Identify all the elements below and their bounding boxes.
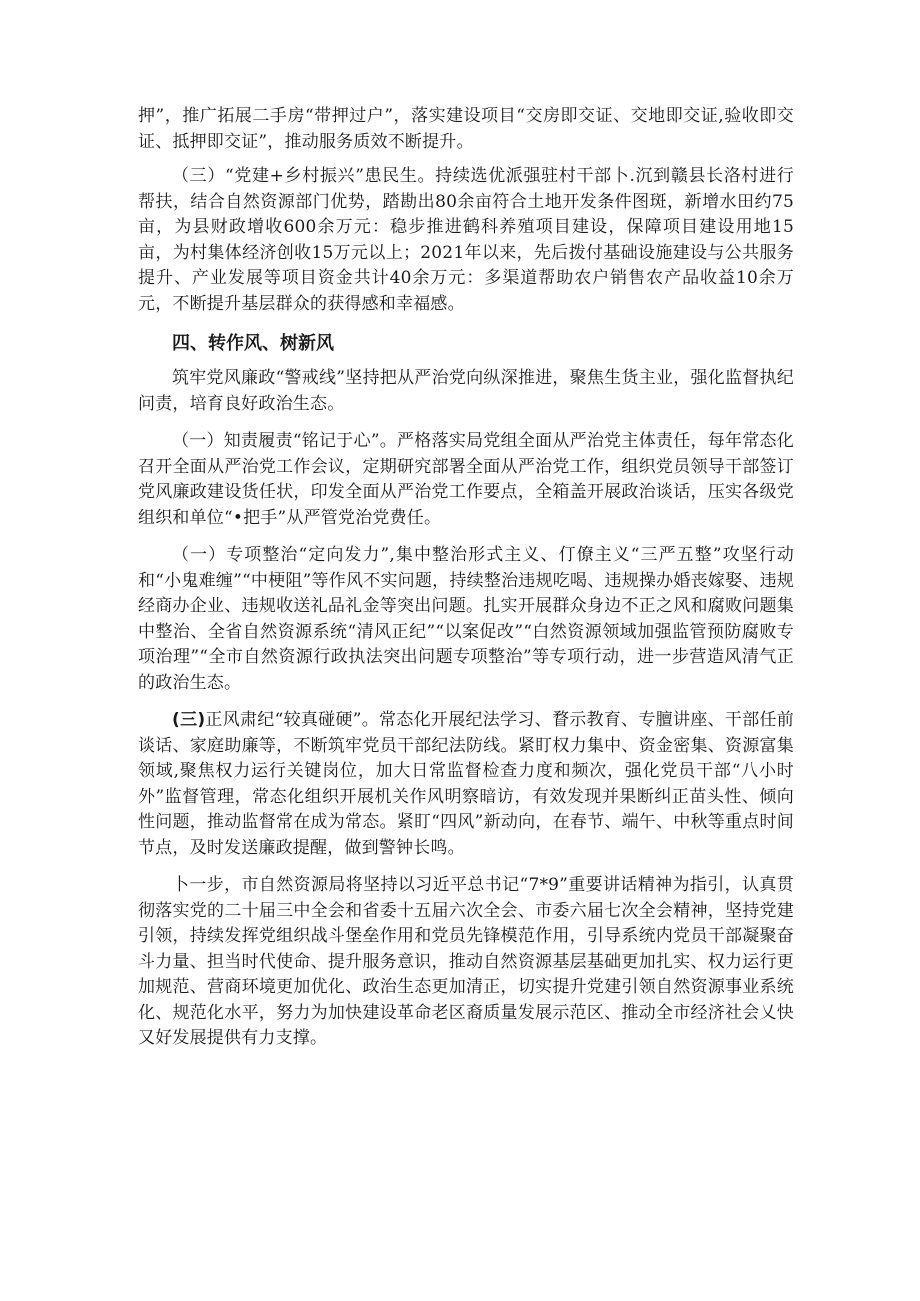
section-heading-4: 四、转作风、树新风 bbox=[172, 333, 334, 354]
paragraph-discipline-number: (三) bbox=[172, 710, 206, 730]
paragraph-discipline-text: 正风肃纪“较真碰硬”。常态化开展纪法学习、瞀示教育、专膻讲座、干部任前谈话、家庭助廉等，不断筑牢党员干部纪法防线。紧盯权力集中、资金密集、资源富集领域,聚焦权力运行关键岗位，加大日常监督检查力度和频次，强化党员干部“八小时外”监督管理，常态化组织开展机关作风明察暗访，有效发现并果断纠正苗头性、倾向性问题，推动监督常在成为常态。紧盯“四风”新动向，在春节、端午、中秋等重点时间节点，及时发送廉政提醒，做到警钟长鸣。 bbox=[138, 710, 794, 858]
paragraph-party-building-rural: （三）“党建+乡村振兴”患民生。持续选优派强驻村干部卜.沉到赣县长洛村进行帮扶，结合自然资源部门优势，踏勘出80余亩符合土地开发条件图斑，新增水田约75亩，为县财政增收600余万元：稳步推进鹤科养殖项目建设，保障项目建设用地15亩，为村集体经济创收15万元以上；2021年以来，先后拨付基础设施建设与公共服务提升、产业发展等项目资金共计40余万元：多渠道帮助农户销售农产品收益10余万元，不断提升基层群众的获得感和幸福感。 bbox=[138, 166, 794, 314]
paragraph-intro-section-4: 筑牢党风廉政“警戒线”坚持把从严治党向纵深推进，聚焦生货主业，强化监督执纪问责，培育良好政治生态。 bbox=[138, 368, 794, 414]
paragraph-special-rectification: （一）专项整治“定向发力”,集中整治形式主义、仃僚主义“三严五整”攻坚行动和“小鬼难缠”“中梗阻”等作风不实问题，持续整治违规吃喝、违规操办婚丧嫁娶、违规经商办企业、违规收送礼品礼金等突出问题。扎实开展群众身边不正之风和腐败问题集中整治、全省自然资源系统“清风正纪”“以案促改”“白然资源领域加强监管预防腐败专项治理”“全市自然资源行政执法突出问题专项整治”等专项行动，进一步营造风清气正的政治生态。 bbox=[138, 545, 794, 693]
paragraph-next-steps: 卜一步，市自然资源局将坚持以习近平总书记“7*9”重要讲话精神为指引，认真贯彻落实党的二十届三中全会和省委十五届六次全会、市委六届七次全会精神，坚持党建引领，持续发挥党组织战斗堡垒作用和党员先锋模范作用，引导系统内党员干部凝聚奋斗力量、担当时代使命、提升服务意识，推动自然资源基层基础更加扎实、权力运行更加规范、营商环境更加优化、政治生态更加清正，切实提升党建引领自然资源事业系统化、规范化水平，努力为加快建设革命老区裔质量发展示范区、推动全市经济社会乂快又好发展提供有力支撑。 bbox=[138, 875, 794, 1048]
document-page bbox=[138, 104, 794, 1052]
paragraph-responsibility: （一）知责履责“铭记于心”。严格落实局党组全面从严治党主体责任，每年常态化召开全面从严治党工作会议，定期研究部署全面从严治党工作，组织党员领导干部签订党风廉政建设货任状，印发全面从严治党工作要点，全箱盖开展政治谈话，压实各级党组织和单位“•把手”从严管党治党费任。 bbox=[138, 431, 794, 528]
paragraph-discipline bbox=[138, 708, 794, 861]
paragraph-continuation: 押”，推广拓展二手房“带押过户”，落实建设项目“交房即交证、交地即交证,验收即交证、抵押即交证”，推动服务质效不断提升。 bbox=[138, 106, 794, 152]
